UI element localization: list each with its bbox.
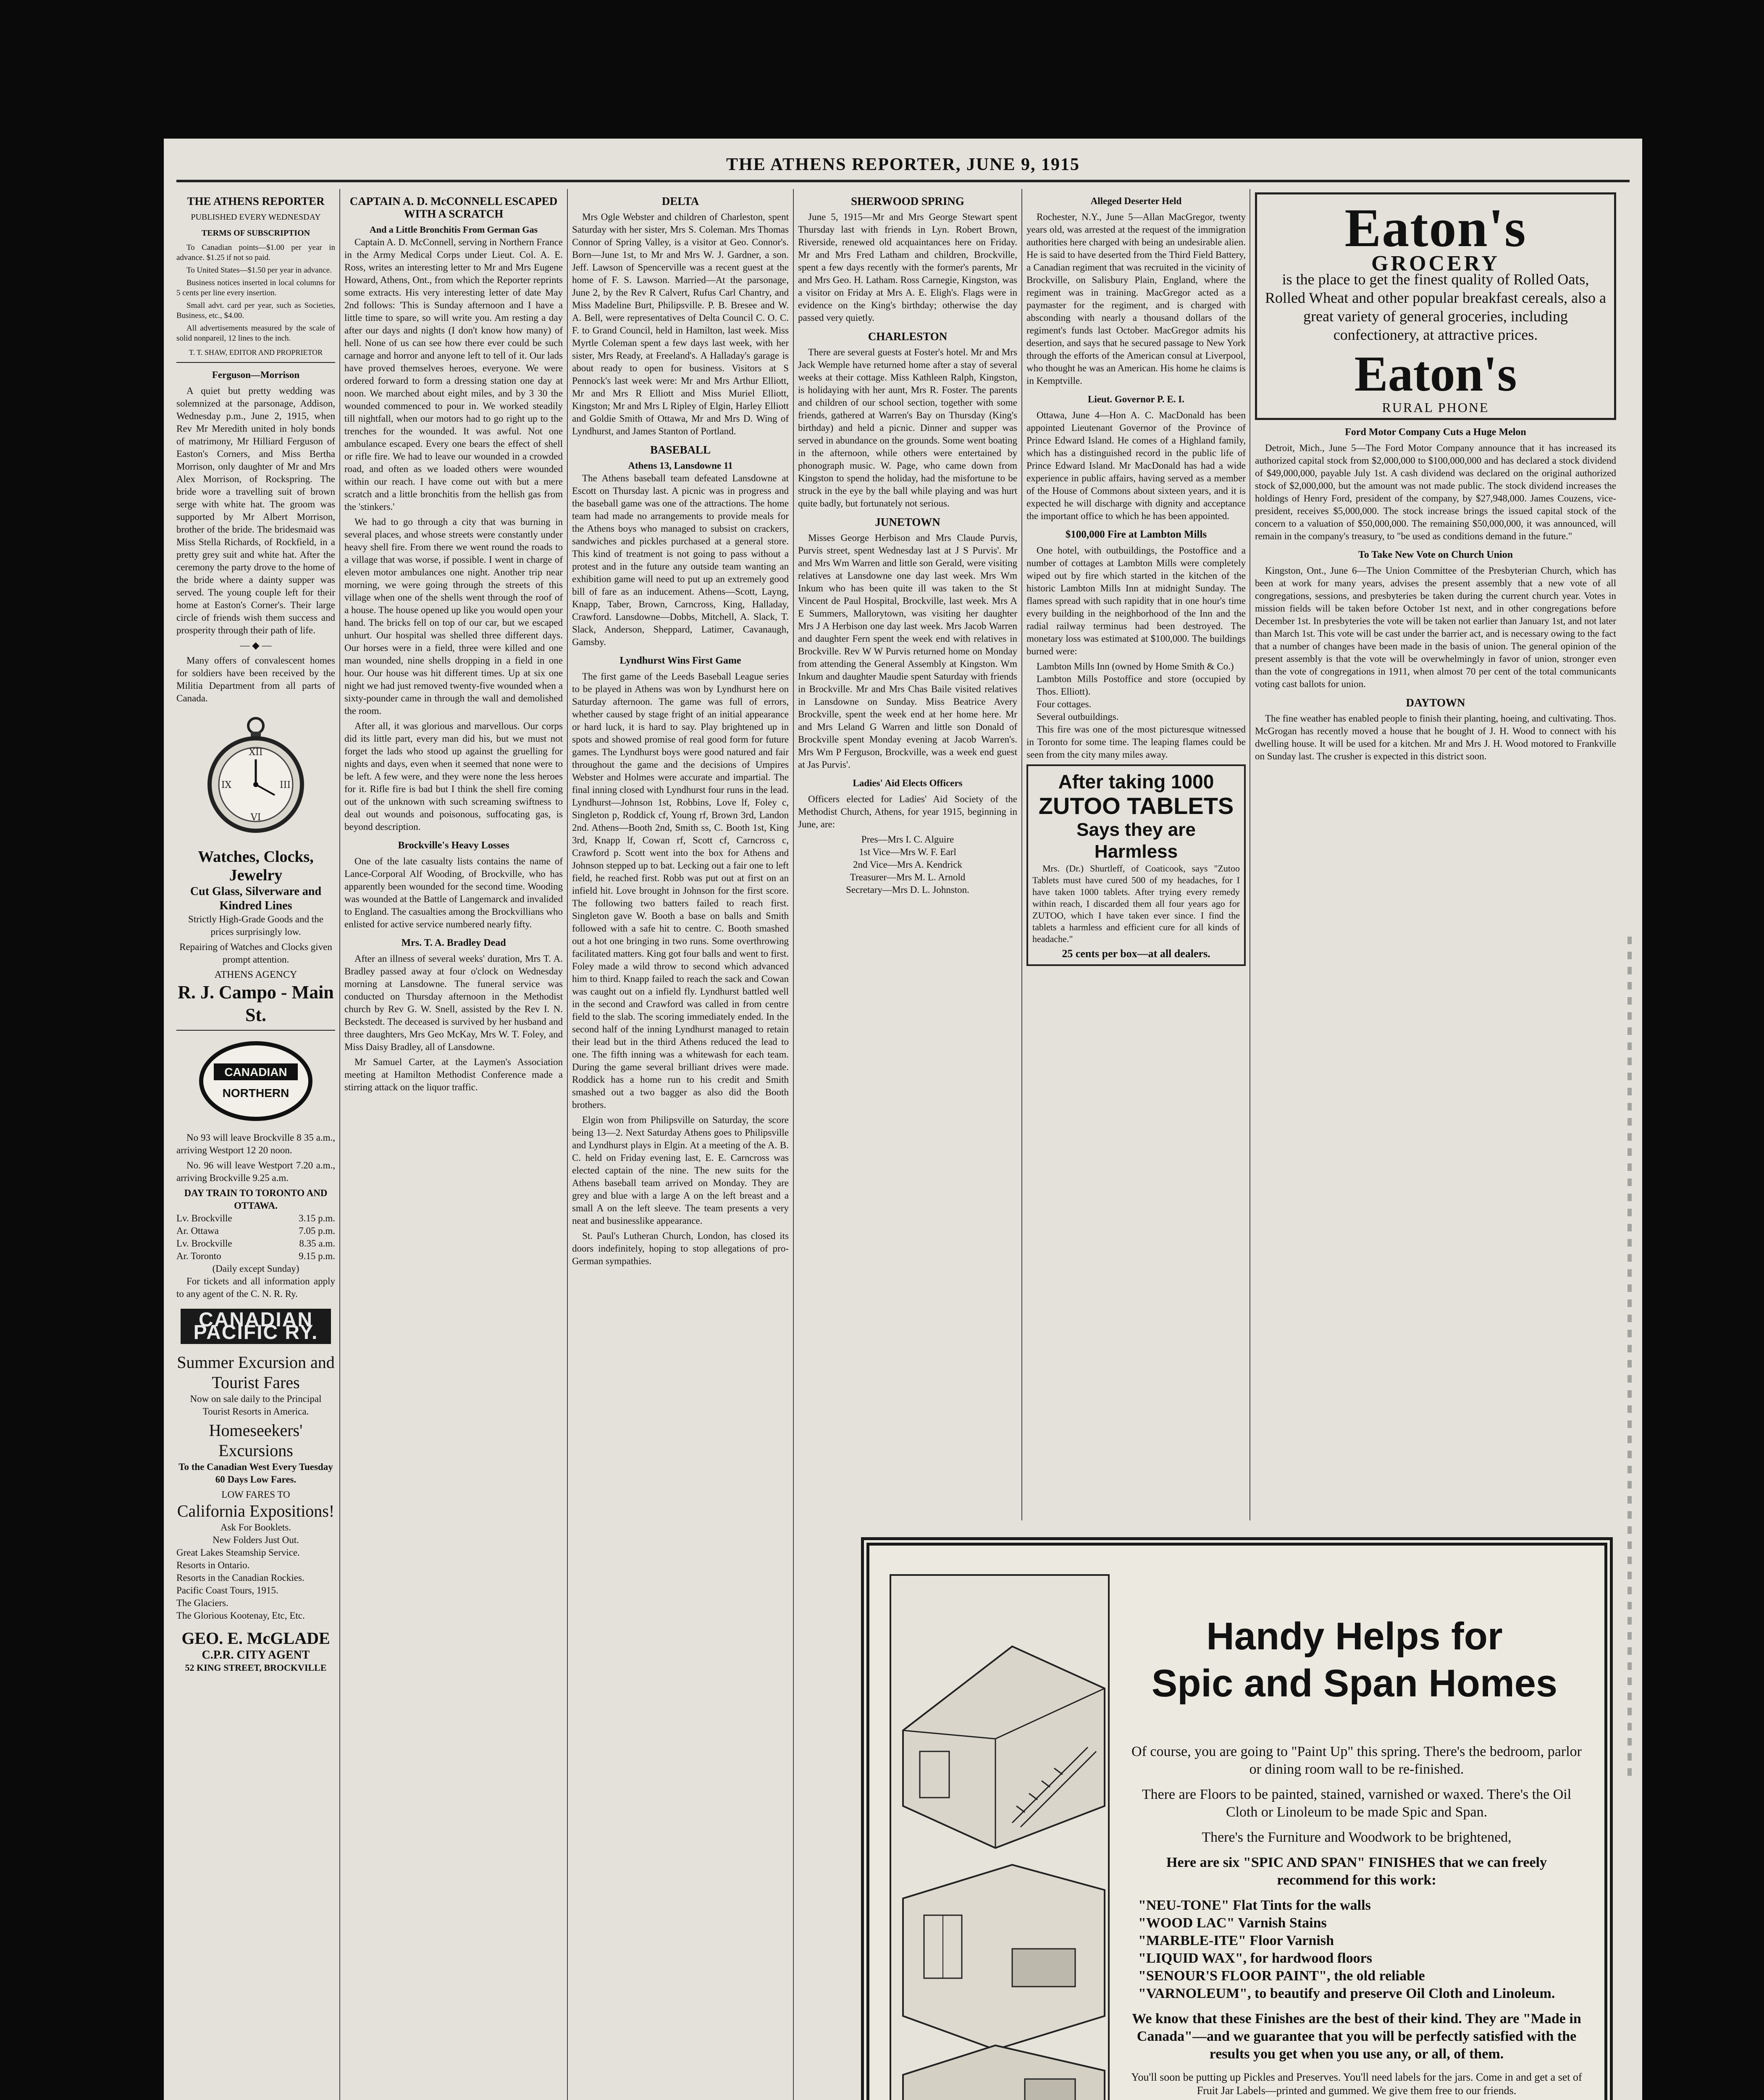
newspaper-page — [164, 139, 1642, 2100]
product-item: "SENOUR'S FLOOR PAINT", the old reliable — [1138, 1968, 1425, 1984]
folder-item: The Glaciers. — [176, 1598, 228, 1608]
folder-item: Resorts in the Canadian Rockies. — [176, 1572, 304, 1583]
svg-text:XII: XII — [249, 747, 263, 758]
mcconnell-text-2: We had to go through a city that was burning in several places, and whose streets were constantly under heavy shell fire. From there we went round the roads to a village that was worse, if possible. I went in charge of eleven motor ambulances one night. Another trip near morning, we were going through the streets of this village when one of the shells went through the roof of a house. The house opened up like you would open your hand. The bricks fell on top of our car, but we escaped unhurt. Our hospital was shelled three different days. Our horses were in a field, three were killed and one man wounded, nine shells dropping in a field in one hour. Our house was hit different times. Up at six one night we had just removed twenty-five wounded when a sixty-pounder came in through the wall and demolished the room. — [344, 517, 563, 716]
product-item: "NEU-TONE" Flat Tints for the walls — [1138, 1898, 1371, 1913]
bradley-text: After an illness of several weeks' duration, Mrs T. A. Bradley passed away at four o'clock on Wednesday morning at Lansdowne. The funeral service was conducted on Thursday afternoon in the Methodist church by Rev G. W. Snell, assisted by the Rev I. N. Beckstedt. The deceased is survived by her husband and three daughters, Mrs Geo McKay, Mrs W. T. Foley, and Miss Daisy Bradley, all of Lansdowne. — [344, 953, 563, 1052]
summer-heading: Summer Excursion and Tourist Fares — [177, 1353, 335, 1392]
silverware-line: Cut Glass, Silverware and Kindred Lines — [190, 885, 322, 912]
train-line: No. 96 will leave Westport 7.20 a.m., arriving Brockville 9.25 a.m. — [176, 1160, 335, 1183]
column-divider — [339, 189, 340, 2100]
column-3 — [572, 189, 789, 2100]
folder-item: Great Lakes Steamship Service. — [176, 1547, 300, 1558]
canadian-northern-logo — [197, 1039, 315, 1123]
wedding-heading: Ferguson—Morrison — [212, 370, 300, 380]
fire-end-text: This fire was one of the most picturesque witnessed in Toronto for some time. The leaping flames could be seen from the city many miles away. — [1026, 724, 1246, 760]
deserter-text: Rochester, N.Y., June 5—Allan MacGregor, twenty years old, was arrested at the request of the immigration authorities here charged with being an undesirable alien. He is said to have deserted from the Third Field Battery, a Canadian regiment that was recruited in the vicinity of Brockville, on Salisbury Plain, England, where the regiment was in training. MacGregor acted as a paymaster for the regiment, and is charged with absconding with nearly a thousand dollars of the regiment's funds last October. MacGregor admits his desertion, and says that he secured passage to New York through the efforts of the American consul at Liverpool, who thought he was an American. His home he claims is in Kemptville. — [1026, 212, 1246, 386]
baseball-text: The Athens baseball team defeated Lansdowne at Escott on Thursday last. A picnic was in progress and the baseball game was one of the attractions. The home team had made no arrangements to provide meals for the Athens boys who managed to subsist on crackers, sandwiches and pickles purchased at a general store. This kind of treatment is not going to pass without a protest and in the future any outside team wanting an exhibition game will need to put up an extremely good bill of fare as an inducement. Athens—Scott, Layng, Knapp, Taber, Brown, Carncross, King, Halladay, Crawford. Lansdowne—Dobbs, Mitchell, A. Slack, T. Slack, Anderson, Sheppard, Latimer, Cavanaugh, Gamsby. — [572, 473, 789, 647]
junetown-text: Misses George Herbison and Mrs Claude Purvis, Purvis street, spent Wednesday last at J S Purvis'. Mr and Mrs Wm Warren and little son Gerald, were visiting relatives at Lansdowne one day last week. Mrs Wm Inkum who has been quite ill was taken to the St Vincent de Paul Hospital, Brockville, last week. Mrs A E Summers, Mallorytown, was visiting her daughter Mrs J A Herbison one day last week. Mrs Jacob Warren and daughter Fern spent the week end with relatives in Brockville. Rev W W Purvis returned home on Monday from attending the General Assembly at Kingston. Wm Inkum and daughter Maudie spent Saturday with friends in Brockville. Mr and Mrs Chas Baile visited relatives in Lansdowne on Sunday. Miss Beatrice Avery Brockville, spent the week end at her home here. Mr and Mrs Leland G Warren and little son Donald of Brockville spent Monday evening at Jacob Warren's. Mrs Wm P Ferguson, Brockville, was a week end guest at Jas Purvis'. — [798, 533, 1017, 770]
sherwood-heading: SHERWOOD SPRING — [851, 195, 964, 207]
deserter-heading: Alleged Deserter Held — [1090, 196, 1182, 206]
column-2 — [344, 189, 563, 2100]
product-item: "LIQUID WAX", for hardwood floors — [1138, 1950, 1372, 1966]
terms-line: To Canadian points—$1.00 per year in advance. $1.25 if not so paid. — [176, 243, 335, 262]
daily-line: (Daily except Sunday) — [212, 1263, 299, 1274]
timetable-row — [176, 1250, 335, 1263]
fire-list-item: Lambton Mills Inn (owned by Home Smith & Co.) — [1037, 661, 1234, 672]
fire-list-item: Several outbuildings. — [1037, 711, 1119, 722]
tickets-text: For tickets and all information apply to any agent of the C. N. R. Ry. — [176, 1276, 335, 1299]
paper-title: THE ATHENS REPORTER — [187, 195, 325, 207]
product-item: "MARBLE-ITE" Floor Varnish — [1138, 1933, 1334, 1948]
column-divider — [567, 189, 568, 2100]
mcconnell-text-3: After all, it was glorious and marvellous. Our corps did its little part, every man did his, but we must not forget the lads who stood up against the gruelling for nights and days, even when it seemed that none were to be left. A few were, and they were none the less heroes for it. Rifle fire is bad but I think the shell fire coming out of the unknown with such screaming swiftness to deal out wounds and poisonous, suffocating gas, is beyond description. — [344, 721, 563, 832]
terms-line: To United States—$1.50 per year in advance. — [186, 266, 332, 275]
governor-heading: Lieut. Governor P. E. I. — [1087, 394, 1184, 404]
carter-text: Mr Samuel Carter, at the Laymen's Association meeting at Hamilton Methodist Conference made a stirring attack on the liquor traffic. — [344, 1057, 563, 1092]
product-list — [1130, 1897, 1583, 2003]
timetable-row — [176, 1225, 335, 1237]
homeseekers-heading: Homeseekers' Excursions — [209, 1421, 303, 1460]
officer-line: Secretary—Mrs D. L. Johnston. — [846, 885, 969, 895]
column-divider — [793, 189, 794, 2100]
mcconnell-text: Captain A. D. McConnell, serving in Northern France in the Army Medical Corps under Lieut. Col. A. E. Ross, writes an interesting letter to Mr and Mrs Eugene Howard, Athens, Ont., from which the Reporter reprints some extracts. His very interesting letter of date May 2nd follows: 'This is Sunday afternoon and I have a little time to spare, so will write you. Am resting a day after our days and nights (I don't know how many) of hell. None of us can see how there ever could be such carnage and horror and anyone left to tell of it. Our lads have proved themselves heroes, everyone. We were ordered forward to form a dressing station one day at noon. We marched about eight miles, and by 3 30 the wounded commenced to pour in. We worked steadily till nightfall, when our motors had to go right up to the trenches for the wounded. It was awful. Not one ambulance escaped. Every one bears the effect of shell or rifle fire. We had to leave our wounded in a crowded road, and often as we loaded others were wounded within our reach. I have come out with but a mere scratch and a little bronchitis from the hellish gas from the 'stinkers.' — [344, 237, 563, 512]
union-heading: To Take New Vote on Church Union — [1358, 549, 1513, 560]
zutoo-ad — [1026, 764, 1246, 966]
divider — [176, 1030, 335, 1031]
union-text: Kingston, Ont., June 6—The Union Committee of the Presbyterian Church, which has been at work for many years, advises the present assembly that a new vote of all congregations, sessions, and presbyteries be taken during the current church year. Votes in mission fields will be taken before October 1st next, and in other congregations before December 1st. In presbyteries the vote will be taken not earlier than January 1st, and not later than March 1st. This vote will be cast under the barrier act, and is necessary owing to the fact that a number of changes have been made in the basis of union. The general opinion of the present assembly is that the vote will be overwhelmingly in favor of union, stronger even than the vote of congregations in 1911, when almost 70 per cent of the total communicants voting cast ballots for union. — [1255, 565, 1616, 689]
delta-text: Mrs Ogle Webster and children of Charleston, spent Saturday with her sister, Mrs S. Coleman. Mrs Thomas Connor of Spring Valley, is a visitor at Geo. Connor's. Born—June 1st, to Mr and Mrs W. J. Gardner, a son. Jeff. Lawson of Spencerville was a recent guest at the home of F. S. Lawson. Married—At the parsonage, June 2, by the Rev R Calvert, Rufus Carl Chantry, and Miss Madeline Burt, Philipsville. P. B. Bresee and W. A. Bell, were representatives of Delta Council C. O. C. F. to Grand Council, held in Hamilton, last week. Miss Myrtle Coleman spent a few days last week, with her sister, Mrs Ready, at Freeland's. A Halladay's garage is about ready to open for business. Visitors at S Pennock's last week were: Mr and Mrs Arthur Elliott, Mr and Mrs R Elliott and Miss Muriel Elliott, Kingston; Mr and Mrs L Ripley of Elgin, Harley Elliott and Goldie Smith of Ottawa, Mr and Mrs D. Wing of Lyndhurst, and James Stanton of Portland. — [572, 212, 789, 436]
agent-name: GEO. E. McGLADE — [181, 1629, 330, 1648]
pocket-watch-icon — [201, 713, 310, 839]
repairing-text: Repairing of Watches and Clocks given prompt attention. — [179, 942, 332, 965]
svg-text:IX: IX — [221, 780, 232, 790]
officer-line: Pres—Mrs I. C. Alguire — [861, 834, 954, 845]
terms-line: All advertisements measured by the scale of solid nonpareil, 12 lines to the inch. — [176, 324, 335, 343]
terms-line: Small advt. card per year, such as Societies, Business, etc., $4.00. — [176, 301, 335, 320]
homeseekers-text: To the Canadian West Every Tuesday 60 Days Low Fares. — [178, 1462, 333, 1485]
published-line: PUBLISHED EVERY WEDNESDAY — [191, 213, 321, 222]
low-fares-line: LOW FARES TO — [221, 1489, 290, 1500]
california-heading: California Expositions! — [177, 1502, 335, 1520]
page-masthead: THE ATHENS REPORTER, JUNE 9, 1915 — [726, 155, 1080, 174]
charleston-heading: CHARLESTON — [868, 330, 948, 343]
terms-line: Business notices inserted in local columns for 5 cents per line every insertion. — [176, 278, 335, 297]
homes-text: Many offers of convalescent homes for soldiers have been received by the Militia Department from all parts of Canada. — [176, 655, 335, 704]
handy-para: Here are six "SPIC AND SPAN" FINISHES that we can freely recommend for this work: — [1166, 1855, 1547, 1888]
elgin-text: Elgin won from Philipsville on Saturday, the score being 13—2. Next Saturday Athens goes to Philipsville and Lyndhurst plays in Elgin. At a meeting of the A. B. C. held on Friday evening last, E. E. Carncross was elected captain of the nine. The new suits for the Athens baseball team arrived on Monday. They are grey and blue with a large A on the left breast and a small A on the left sleeve. The team presents a very neat and businesslike appearance. — [572, 1115, 789, 1226]
lyndhurst-text: The first game of the Leeds Baseball League series to be played in Athens was won by Lyndhurst here on Saturday afternoon. The game was full of errors, whether caused by stage fright of an initial appearance or hard luck, it is hard to say. Play brightened up in spots and showed promise of real good form for future games. The Lyndhurst boys were good natured and fair throughout the game and the decisions of Umpires Webster and Holmes were accurate and impartial. The final inning closed with Lyndhurst four runs in the lead. Lyndhurst—Johnson 1st, Robbins, Love lf, Foley c, Singleton p, Roddick cf, Young rf, Brown 3rd, Landon 2nd. Athens—Booth 2nd, Smith ss, C. Booth 1st, King 3rd, Knapp lf, Cowan rf, Scott cf, Carncross c, Crawford p. Scott went into the box for Athens and Johnson stepped up to bat. Lecking out a fair one to left field, he reached first. Robb was put out at first on an infield hit. Love brought in Johnson for the first score. The following two batters failed to reach first. Singleton gave W. Booth a base on balls and Smith followed with a safe hit to centre. C. Booth smashed out a hot one bringing in two runs. Some overthrowing facilitated matters. King got four balls and went to first. Foley made a wild throw to second which advanced him to third. Knapp failed to reach the sack and Cowan was caught out on a infield fly. Lyndhurst battled well in the second and Crawford was called in from centre field to the slab. The scoring immediately ended. In the second half of the inning Lyndhurst managed to retain their lead but in the third Athens reduced the lead to one. The fifth inning was a whitewash for each team. During the game several brilliant drives were made. Roddick has a home run to his credit and Smith smashed out a two bagger as also did the Booth brothers. — [572, 671, 789, 1110]
officer-line: 1st Vice—Mrs W. F. Earl — [859, 847, 956, 857]
column-1 — [176, 189, 335, 2100]
eaton-text: is the place to get the finest quality of Rolled Oats, Rolled Wheat and other popular breakfast cereals, also a great variety of general groceries, including confectionery, at attractive prices. — [1265, 271, 1606, 343]
losses-text: One of the late casualty lists contains the name of Lance-Corporal Alf Wooding, of Brockville, who has apparently been wounded for the second time. Wooding was wounded at the Battle of Langemarck and invalided to England. The casualties among the Brockvillians who enlisted for active service numbered nearly fifty. — [344, 856, 563, 929]
handy-para-small: You'll soon be putting up Pickles and Preserves. You'll need labels for the jars. Come in and get a set of Fruit Jar Labels—printed and gummed. We give them free to our friends. — [1131, 2071, 1582, 2097]
timetable-station: Lv. Brockville — [176, 1238, 232, 1249]
eaton-title-2: Eaton's — [1354, 346, 1517, 402]
aid-heading: Ladies' Aid Elects Officers — [853, 778, 963, 788]
bradley-heading: Mrs. T. A. Bradley Dead — [401, 937, 506, 948]
lyndhurst-heading: Lyndhurst Wins First Game — [620, 655, 741, 666]
handy-helps-ad — [861, 1537, 1613, 2100]
day-train-heading: DAY TRAIN TO TORONTO AND OTTAWA. — [184, 1188, 328, 1211]
daytown-heading: DAYTOWN — [1406, 696, 1465, 709]
agent-title: C.P.R. CITY AGENT — [202, 1648, 310, 1662]
handy-title — [1117, 1613, 1592, 1707]
handy-body — [1130, 1743, 1583, 2100]
zutoo-text: Mrs. (Dr.) Shurtleff, of Coaticook, says "Zutoo Tablets must have cured 500 of my headaches, for I have taken 1000 tablets. After trying every remedy within reach, I discarded them all four years ago for ZUTOO, which I have taken ever since. I find the tablets a harmless and efficient cure for all kinds of headache." — [1032, 863, 1240, 944]
officer-line: Treasurer—Mrs M. L. Arnold — [850, 872, 966, 882]
watches-text: Strictly High-Grade Goods and the prices surprisingly low. — [188, 914, 323, 937]
handy-para: There are Floors to be painted, stained, varnished or waxed. There's the Oil Cloth or Linoleum to be made Spic and Span. — [1142, 1787, 1572, 1820]
lutheran-text: St. Paul's Lutheran Church, London, has closed its doors indefinitely, hoping to stop allegations of pro-German sympathies. — [572, 1231, 789, 1266]
column-6 — [1255, 189, 1616, 1516]
handy-para: We know that these Finishes are the best of their kind. They are "Made in Canada"—and we guarantee that you will be perfectly satisfied with the results you get when you use any, or all, of them. — [1132, 2011, 1581, 2062]
cn-logo-bottom-text: NORTHERN — [222, 1087, 289, 1100]
timetable-row — [176, 1212, 335, 1225]
fold-line — [1628, 937, 1632, 1777]
ornament-divider: — ◆ — — [240, 640, 272, 651]
cpr-banner: CANADIAN PACIFIC RY. — [181, 1309, 331, 1344]
editor-line: T. T. SHAW, EDITOR AND PROPRIETOR — [189, 348, 323, 357]
summer-text: Now on sale daily to the Principal Tourist Resorts in America. — [190, 1394, 322, 1417]
handy-para: There's the Furniture and Woodwork to be brightened, — [1202, 1830, 1512, 1845]
losses-heading: Brockville's Heavy Losses — [398, 840, 509, 851]
handy-title-line-2: Spic and Span Homes — [1151, 1662, 1558, 1705]
train-line: No 93 will leave Brockville 8 35 a.m., arriving Westport 12 20 noon. — [176, 1132, 335, 1155]
daytown-text: The fine weather has enabled people to finish their planting, hoeing, and cultivating. Thos. McGrogan has recently moved a house that he bought of J. H. Wood to connect with his dwelling house. It will be used for a kitchen. Mr and Mrs J. H. Wood motored to Frankville on Sunday last. The crusher is expected in this district soon. — [1255, 713, 1616, 761]
aid-text: Officers elected for Ladies' Aid Society of the Methodist Church, Athens, for year 1915, beginning in June, are: — [798, 794, 1017, 830]
svg-text:VI: VI — [250, 812, 261, 823]
timetable-station: Ar. Toronto — [176, 1251, 221, 1261]
grocery-line: GROCERY — [1371, 252, 1500, 276]
zutoo-line-2: ZUTOO TABLETS — [1038, 793, 1234, 819]
baseball-subheading: Athens 13, Lansdowne 11 — [628, 460, 733, 471]
column-5 — [1026, 189, 1246, 1516]
fire-heading: $100,000 Fire at Lambton Mills — [1065, 529, 1207, 540]
governor-text: Ottawa, June 4—Hon A. C. MacDonald has been appointed Lieutenant Governor of the Province of Prince Edward Island. He comes of a Highland family, which has a distinguished record in the public life of Prince Edward Island. Mr MacDonald has had a wide experience in public affairs, having served as a member of the House of Commons about sixteen years, and it is expected he will discharge with dignity and acceptance the important office to which he has been appointed. — [1026, 410, 1246, 521]
timetable-time: 3.15 p.m. — [299, 1213, 335, 1223]
mcconnell-heading: CAPTAIN A. D. McCONNELL ESCAPED WITH A SCRATCH — [349, 195, 558, 220]
product-item: "VARNOLEUM", to beautify and preserve Oil Cloth and Linoleum. — [1138, 1986, 1555, 2001]
campo-line: R. J. Campo - Main St. — [178, 982, 334, 1025]
fire-list-item: Four cottages. — [1037, 699, 1092, 709]
divider — [176, 362, 335, 363]
house-interior-illustration — [886, 1571, 1113, 2100]
folders-line: New Folders Just Out. — [213, 1535, 299, 1545]
junetown-heading: JUNETOWN — [875, 516, 940, 528]
charleston-text: There are several guests at Foster's hotel. Mr and Mrs Jack Wemple have returned home after a stay of several weeks at their cottage. Miss Kathleen Ralph, Kingston, is holidaying with her aunt, Mrs R. Foster. The parents and children of our school section, together with some friends, gathered at Warren's Bay on Thursday (King's birthday) and held a picnic. Dinner and supper was served in abundance on the grounds. Some went boating in the afternoon, while others were entertained by phonograph music. W. Page, who came down from Kingston to spend the holiday, had the misfortune to be struck in the eye by the ball while playing and was hurt quite badly, but fortunately not serious. — [798, 347, 1017, 509]
fire-list-item: Lambton Mills Postoffice and store (occupied by Thos. Elliott). — [1037, 674, 1246, 697]
ford-heading: Ford Motor Company Cuts a Huge Melon — [1345, 427, 1526, 438]
timetable-time: 8.35 a.m. — [299, 1238, 335, 1249]
zutoo-price: 25 cents per box—at all dealers. — [1062, 948, 1210, 960]
folder-item: Resorts in Ontario. — [176, 1560, 250, 1570]
fire-text: One hotel, with outbuildings, the Postoffice and a number of cottages at Lambton Mills were completely wiped out by fire which started in the kitchen of the historic Lambton Mills Inn at midnight Sunday. The flames spread with such rapidity that in one hour's time every building in the neighborhood of the Inn and the radial railway terminus had been destroyed. The monetary loss was estimated at $100,000. The buildings burned were: — [1026, 545, 1246, 656]
timetable-station: Ar. Ottawa — [176, 1226, 219, 1236]
product-item: "WOOD LAC" Varnish Stains — [1138, 1915, 1327, 1931]
zutoo-line-1: After taking 1000 — [1058, 771, 1214, 793]
cn-logo-top-text: CANADIAN — [224, 1066, 287, 1079]
handy-title-line-1: Handy Helps for — [1206, 1615, 1503, 1658]
agency-line: ATHENS AGENCY — [214, 969, 297, 980]
folder-item: The Glorious Kootenay, Etc, Etc. — [176, 1610, 305, 1621]
timetable-station: Lv. Brockville — [176, 1213, 232, 1223]
timetable-time: 7.05 p.m. — [299, 1226, 335, 1236]
rural-phone-line: RURAL PHONE — [1382, 400, 1489, 415]
timetable-row — [176, 1237, 335, 1250]
sherwood-text: June 5, 1915—Mr and Mrs George Stewart spent Thursday last with friends in Lyn. Robert Brown, Riverside, renewed old acquaintances here on Friday. Mr and Mrs Fred Latham and children, Brockville, spent a few days recently with the former's parents, Mr and Mrs Geo. H. Latham. Ross Carnegie, Kingston, was a visitor on Friday at Mrs A. E. Eligh's. Flags were in evidence on the King's birthday; otherwise the day passed very quietly. — [798, 212, 1017, 323]
terms-heading: TERMS OF SUBSCRIPTION — [201, 228, 310, 238]
ford-text: Detroit, Mich., June 5—The Ford Motor Company announce that it has increased its authorized capital stock from $2,000,000 to $100,000,000 and has declared a stock dividend of $49,000,000, payable July 1st. A cash dividend was declared on the original authorized stock of $2,000,000, but the amount was not made public. The stock dividend increases the holdings of Henry Ford, president of the company, by $27,948,000. James Couzens, vice-president, receives $5,000,000. The stock increase brings the issued capital stock of the concern to a valuation of $50,000,000. The remaining $50,000,000, it was announced, will remain in the company's treasury, to "be used as conditions demand in the future." — [1255, 443, 1616, 541]
officer-line: 2nd Vice—Mrs A. Kendrick — [853, 859, 963, 870]
column-4 — [798, 189, 1017, 1516]
booklets-line: Ask For Booklets. — [220, 1522, 291, 1533]
timetable-time: 9.15 p.m. — [299, 1251, 335, 1261]
eaton-title: Eaton's — [1344, 198, 1527, 258]
agent-address: 52 KING STREET, BROCKVILLE — [185, 1662, 327, 1673]
zutoo-line-3: Says they are Harmless — [1076, 819, 1196, 862]
svg-text:III: III — [279, 780, 291, 790]
wedding-text: A quiet but pretty wedding was solemnized at the parsonage, Addison, Wednesday p.m., June 2, 1915, when Rev Mr Meredith united in holy bonds of matrimony, Mr Hilliard Ferguson of Easton's Corners, and Miss Bertha Morrison, only daughter of Mr and Mrs Alex Morrison, of Rockspring. The bride wore a travelling suit of brown serge with white hat. The groom was supported by Mr Albert Morrison, brother of the bride. The bridesmaid was Miss Stella Richards, of Rockfield, in a pretty grey suit and white hat. After the ceremony the party drove to the home of the bride where a dainty supper was served. The young couple left for their home at Easton's Corner's. Their large circle of friends wish them success and prosperity through their path of life. — [176, 386, 335, 635]
masthead-rule — [176, 180, 1630, 182]
folder-item: Pacific Coast Tours, 1915. — [176, 1585, 278, 1596]
eaton-ad — [1255, 192, 1616, 420]
delta-heading: DELTA — [662, 195, 699, 207]
mcconnell-subheading: And a Little Bronchitis From German Gas — [369, 224, 538, 235]
watches-heading: Watches, Clocks, Jewelry — [198, 848, 314, 884]
handy-para: Of course, you are going to "Paint Up" this spring. There's the bedroom, parlor or dining room wall to be re-finished. — [1131, 1744, 1582, 1777]
column-divider — [1021, 189, 1022, 1520]
baseball-heading: BASEBALL — [650, 444, 711, 456]
